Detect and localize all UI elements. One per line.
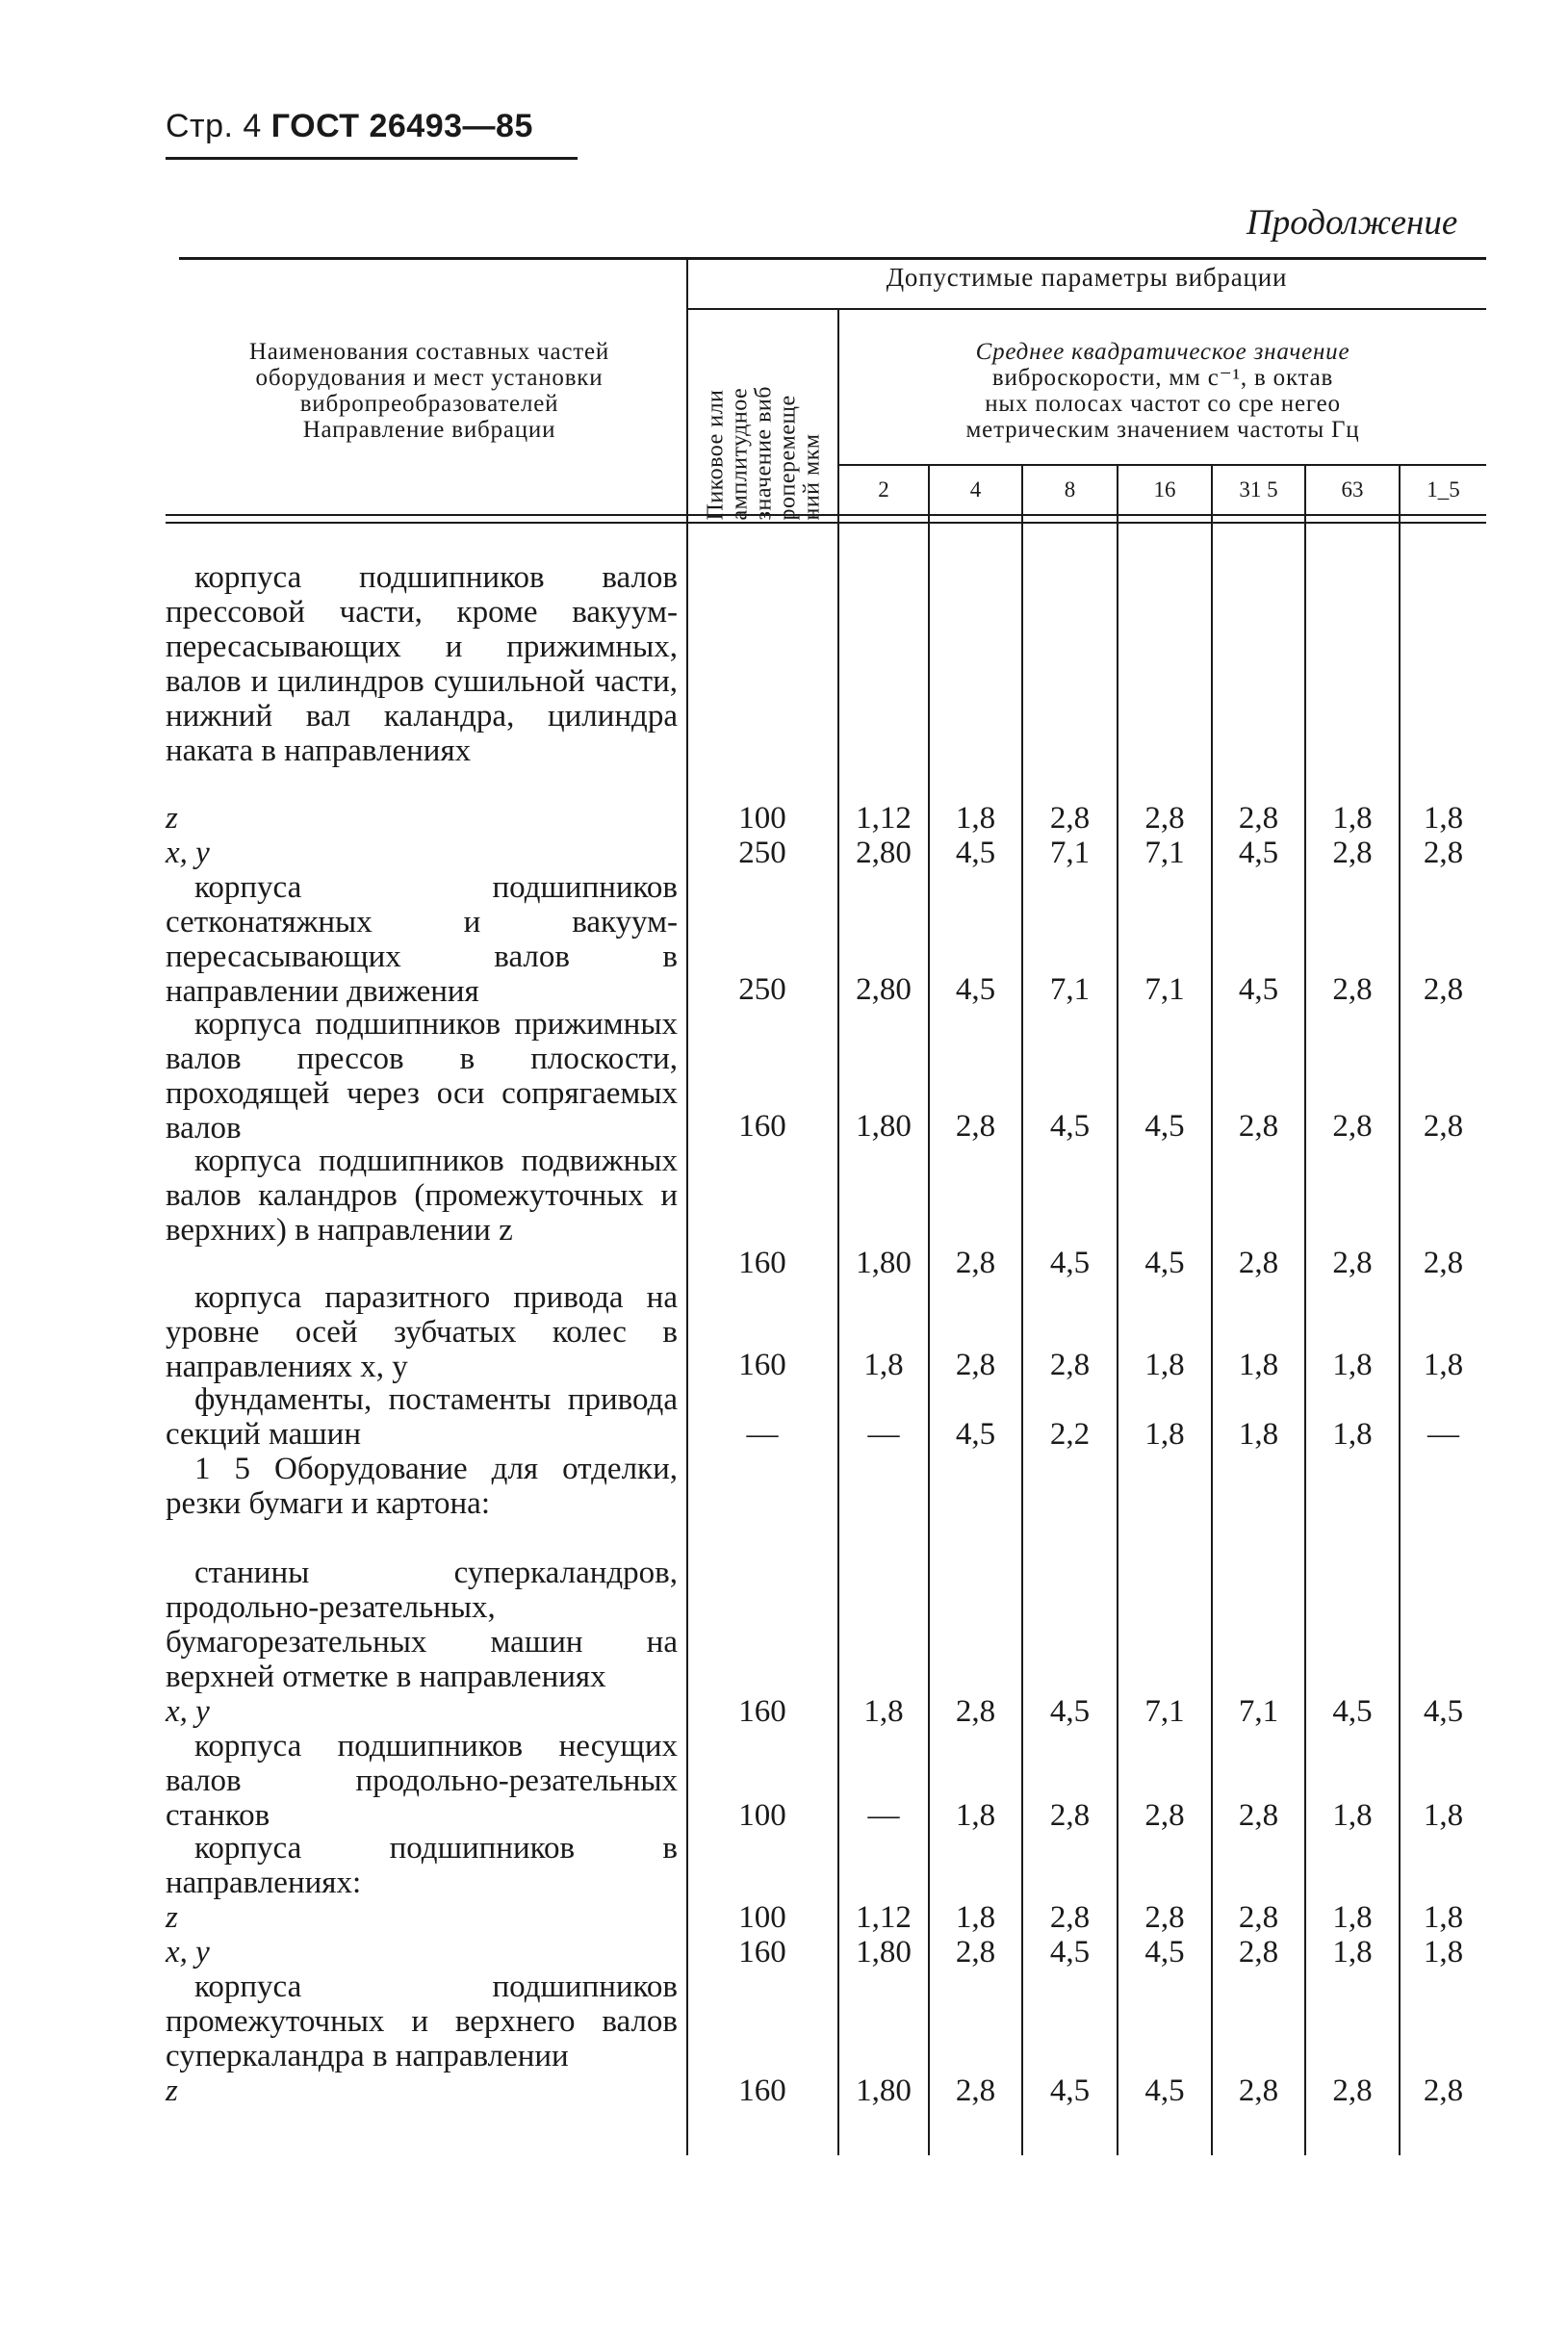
peak-value-cell: 160 <box>738 1109 786 1144</box>
row-description: корпуса подшипников подвижных валов каландров (промежуточных и верхних) в направлении z <box>166 1144 678 1248</box>
rms-value-cell: 2,8 <box>955 1246 996 1280</box>
rms-value-cell: 1,8 <box>1423 801 1464 836</box>
rms-value-cell: 4,5 <box>1332 1694 1373 1729</box>
rms-value-cell: 2,8 <box>1238 1246 1279 1280</box>
peak-header-line: ний мкм <box>799 433 825 521</box>
rms-value-cell: 1,12 <box>856 1900 912 1935</box>
row-direction: z <box>166 1900 178 1935</box>
rms-value-cell: 4,5 <box>1049 2073 1091 2108</box>
rms-value-cell: 2,8 <box>1423 1109 1464 1144</box>
rms-value-cell: 4,5 <box>955 1417 996 1452</box>
rms-header-line: метрическим значением частоты Гц <box>965 417 1360 443</box>
rms-value-cell: 1,8 <box>1423 1798 1464 1833</box>
peak-value-cell: 250 <box>738 836 786 870</box>
rms-value-cell: 2,8 <box>1423 2073 1464 2108</box>
column-rule-name <box>686 259 688 2155</box>
rms-value-cell: 2,8 <box>1049 1900 1091 1935</box>
rms-value-cell: 2,8 <box>1332 836 1373 870</box>
rms-value-cell: 2,8 <box>1238 1935 1279 1970</box>
rms-value-cell: 1,12 <box>856 801 912 836</box>
rms-value-cell: 7,1 <box>1144 972 1185 1007</box>
rms-value-cell: 1,8 <box>1332 1798 1373 1833</box>
peak-header-line: роперемеще <box>775 395 801 521</box>
row-direction: x, y <box>166 836 210 870</box>
rms-value-cell: 4,5 <box>1049 1935 1091 1970</box>
rms-value-cell: 4,5 <box>1144 1246 1185 1280</box>
standard-number: ГОСТ 26493—85 <box>270 108 533 144</box>
rms-header-line: Среднее квадратическое значение <box>975 339 1350 365</box>
rms-value-cell: 2,8 <box>1332 1246 1373 1280</box>
name-header-line: вибропреобразователей <box>299 391 559 417</box>
rms-value-cell: 4,5 <box>1144 1109 1185 1144</box>
rms-value-cell: 1,8 <box>1238 1348 1279 1382</box>
rms-value-cell: 2,8 <box>1144 801 1185 836</box>
peak-value-cell: 160 <box>738 1694 786 1729</box>
page-header <box>166 108 533 145</box>
row-description: фундаменты, постаменты привода секций машин <box>166 1382 678 1452</box>
rms-value-cell: 2,8 <box>1423 972 1464 1007</box>
name-header-line: Наименования составных частей <box>248 339 610 365</box>
rms-value-cell: 1,8 <box>1332 1900 1373 1935</box>
rms-value-cell: 2,8 <box>1238 1798 1279 1833</box>
rms-column-header <box>839 339 1486 443</box>
band-31-5: 31 5 <box>1239 477 1278 502</box>
row-description: корпуса подшипников прижимных валов прессов в плоскости, проходящей через оси сопрягаемых валов <box>166 1007 678 1146</box>
rms-value-cell: 2,8 <box>1238 801 1279 836</box>
rms-value-cell: — <box>867 1417 900 1452</box>
band-125: 1_5 <box>1427 477 1460 502</box>
rms-value-cell: 1,8 <box>863 1694 904 1729</box>
rms-value-cell: 1,8 <box>1144 1417 1185 1452</box>
rms-value-cell: 2,8 <box>1144 1798 1185 1833</box>
header-bottom-rule-2 <box>166 522 1486 524</box>
rms-value-cell: 1,8 <box>1332 1417 1373 1452</box>
rms-value-cell: 4,5 <box>955 836 996 870</box>
row-description: корпуса паразитного привода на уровне осей зубчатых колес в направлениях x, y <box>166 1280 678 1384</box>
peak-value-cell: 100 <box>738 1798 786 1833</box>
rms-value-cell: 2,8 <box>1423 1246 1464 1280</box>
rms-value-cell: 7,1 <box>1144 836 1185 870</box>
rms-value-cell: 4,5 <box>1423 1694 1464 1729</box>
name-header-line: оборудования и мест установки <box>255 365 604 391</box>
rms-value-cell: 1,8 <box>1332 1348 1373 1382</box>
rms-value-cell: 1,8 <box>1423 1348 1464 1382</box>
rms-value-cell: 2,8 <box>955 1109 996 1144</box>
rms-value-cell: 2,8 <box>955 1348 996 1382</box>
rms-value-cell: 2,8 <box>1423 836 1464 870</box>
rms-value-cell: 7,1 <box>1049 836 1091 870</box>
name-header-line: Направление вибрации <box>302 417 556 443</box>
row-description: корпуса подшипников в направлениях: <box>166 1831 678 1900</box>
rms-value-cell: 4,5 <box>1238 972 1279 1007</box>
rms-value-cell: 1,80 <box>856 1109 912 1144</box>
table-top-rule <box>179 257 1486 260</box>
row-direction: z <box>166 2073 178 2108</box>
rms-value-cell: 2,2 <box>1049 1417 1091 1452</box>
rms-value-cell: 2,8 <box>1049 1798 1091 1833</box>
continuation-label: Продолжение <box>1247 203 1458 243</box>
rms-value-cell: — <box>867 1798 900 1833</box>
rms-value-cell: 1,8 <box>1238 1417 1279 1452</box>
rms-value-cell: 1,8 <box>1332 1935 1373 1970</box>
rms-value-cell: 2,8 <box>1049 1348 1091 1382</box>
column-rule-peak <box>837 310 839 2155</box>
band-16: 16 <box>1153 477 1176 502</box>
peak-value-cell: 100 <box>738 1900 786 1935</box>
rms-value-cell: 1,8 <box>955 1798 996 1833</box>
rms-value-cell: 1,80 <box>856 1935 912 1970</box>
row-direction: z <box>166 801 178 836</box>
rms-value-cell: 4,5 <box>1238 836 1279 870</box>
rms-value-cell: 4,5 <box>955 972 996 1007</box>
group-header: Допустимые параметры вибрации <box>886 263 1288 292</box>
rms-value-cell: 1,8 <box>1423 1900 1464 1935</box>
name-column-header <box>179 339 680 443</box>
rms-value-cell: 2,8 <box>1238 1109 1279 1144</box>
rms-value-cell: 4,5 <box>1049 1246 1091 1280</box>
peak-value-cell: — <box>746 1417 779 1452</box>
band-63: 63 <box>1341 477 1364 502</box>
rms-value-cell: 4,5 <box>1144 2073 1185 2108</box>
peak-value-cell: 160 <box>738 2073 786 2108</box>
section-heading: 1 5 Оборудование для отделки, резки бумаги и картона: <box>166 1452 678 1521</box>
peak-header-line: амплитудное <box>727 387 753 521</box>
rms-value-cell: 2,8 <box>955 1935 996 1970</box>
rms-value-cell: 4,5 <box>1049 1694 1091 1729</box>
band-8: 8 <box>1064 477 1076 502</box>
rms-value-cell: 1,8 <box>863 1348 904 1382</box>
rms-value-cell: 7,1 <box>1049 972 1091 1007</box>
rms-header-line: ных полосах частот со сре негео <box>985 391 1341 417</box>
row-description: корпуса подшипников промежуточных и верхнего валов суперкаландра в направлении <box>166 1970 678 2073</box>
rms-value-cell: 1,80 <box>856 1246 912 1280</box>
band-top-rule <box>837 464 1486 466</box>
rms-value-cell: — <box>1427 1417 1459 1452</box>
peak-value-cell: 100 <box>738 801 786 836</box>
rms-value-cell: 2,8 <box>955 2073 996 2108</box>
peak-value-cell: 160 <box>738 1246 786 1280</box>
peak-header-line: значение виб <box>751 386 777 521</box>
rms-value-cell: 4,5 <box>1144 1935 1185 1970</box>
rms-value-cell: 2,80 <box>856 836 912 870</box>
rms-value-cell: 2,8 <box>1238 1900 1279 1935</box>
row-direction: x, y <box>166 1694 210 1729</box>
row-description: станины суперкаландров, продольно-резательных, бумагорезательных машин на верхней отметке в направлениях <box>166 1556 678 1694</box>
rms-value-cell: 4,5 <box>1049 1109 1091 1144</box>
peak-value-cell: 250 <box>738 972 786 1007</box>
rms-value-cell: 2,8 <box>1332 1109 1373 1144</box>
rms-value-cell: 7,1 <box>1238 1694 1279 1729</box>
rms-value-cell: 1,8 <box>955 801 996 836</box>
rms-value-cell: 2,8 <box>1332 972 1373 1007</box>
rms-header-line: виброскорости, мм с⁻¹, в октав <box>991 365 1334 391</box>
row-direction: x, y <box>166 1935 210 1970</box>
band-2: 2 <box>878 477 889 502</box>
header-rule <box>166 157 578 160</box>
page-number: Стр. 4 <box>166 108 262 144</box>
rms-value-cell: 2,8 <box>1144 1900 1185 1935</box>
rms-value-cell: 1,8 <box>1144 1348 1185 1382</box>
rms-value-cell: 1,8 <box>955 1900 996 1935</box>
rms-value-cell: 2,80 <box>856 972 912 1007</box>
rms-value-cell: 2,8 <box>1049 801 1091 836</box>
peak-column-header <box>705 270 825 521</box>
row-description: корпуса подшипников сетконатяжных и вакуум-пересасывающих валов в направлении движения <box>166 870 678 1009</box>
rms-value-cell: 1,8 <box>1332 801 1373 836</box>
row-description: корпуса подшипников валов прессовой части, кроме вакуум-пересасывающих и прижимных, валов и цилиндров сушильной части, нижний вал каландра, цилиндра наката в направлениях <box>166 560 678 768</box>
peak-value-cell: 160 <box>738 1935 786 1970</box>
row-description: корпуса подшипников несущих валов продольно-резательных станков <box>166 1729 678 1833</box>
peak-value-cell: 160 <box>738 1348 786 1382</box>
rms-value-cell: 7,1 <box>1144 1694 1185 1729</box>
band-4: 4 <box>969 477 982 502</box>
rms-value-cell: 1,80 <box>856 2073 912 2108</box>
rms-value-cell: 1,8 <box>1423 1935 1464 1970</box>
rms-value-cell: 2,8 <box>1238 2073 1279 2108</box>
rms-value-cell: 2,8 <box>1332 2073 1373 2108</box>
peak-header-line: Пиковое или <box>703 389 729 521</box>
header-bottom-rule-1 <box>166 514 1486 516</box>
rms-value-cell: 2,8 <box>955 1694 996 1729</box>
